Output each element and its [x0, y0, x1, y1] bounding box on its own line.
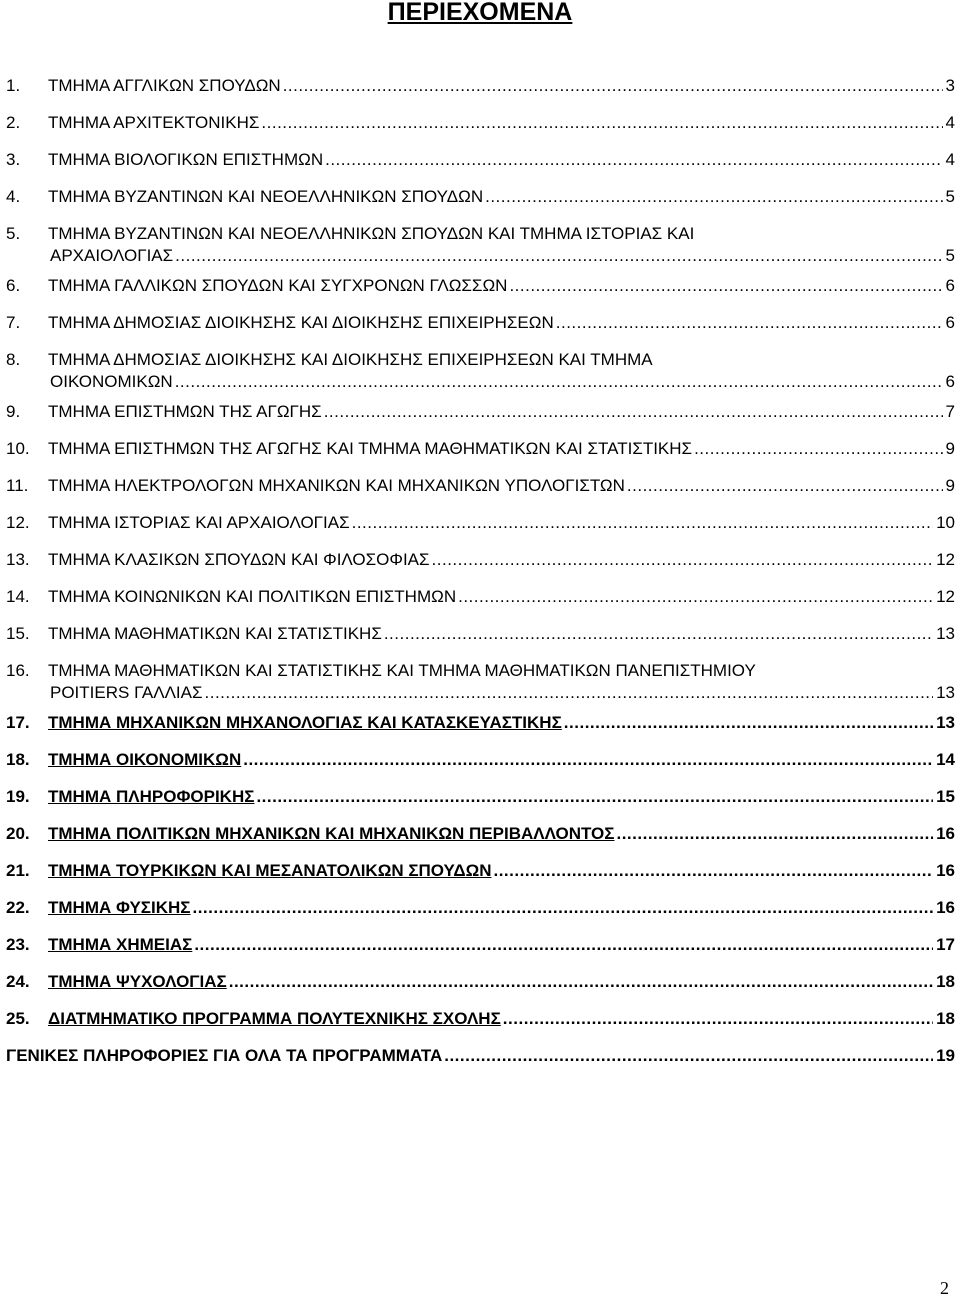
toc-entry[interactable] — [0, 74, 960, 111]
toc-entry-page: 16 — [936, 861, 955, 880]
toc-entry-line — [48, 785, 955, 809]
toc-entry-number: 2. — [6, 113, 21, 132]
dot-leader — [458, 585, 933, 609]
dot-leader — [256, 785, 933, 809]
toc-entry-page: 13 — [936, 683, 955, 702]
toc-entry-page: 6 — [945, 372, 955, 391]
toc-entry-title-line: ΤΜΗΜΑ ΒΥΖΑΝΤΙΝΩΝ ΚΑΙ ΝΕΟΕΛΛΗΝΙΚΩΝ ΣΠΟΥΔΩΝ ΚΑΙ ΤΜΗΜΑ ΙΣΤΟΡΙΑΣ ΚΑΙ — [48, 224, 695, 243]
toc-entry[interactable] — [0, 148, 960, 185]
toc-entry-page: 6 — [945, 276, 955, 295]
toc-entry-number: 21. — [6, 861, 30, 880]
toc-entry-title: ΔΙΑΤΜΗΜΑΤΙΚΟ ΠΡΟΓΡΑΜΜΑ ΠΟΛΥΤΕΧΝΙΚΗΣ ΣΧΟΛΗΣ — [48, 1009, 501, 1028]
toc-entry-title: ΤΜΗΜΑ ΦΥΣΙΚΗΣ — [48, 898, 191, 917]
toc-entry-page: 16 — [936, 898, 955, 917]
toc-entry-page: 13 — [936, 624, 955, 643]
toc-entry-number: 20. — [6, 824, 30, 843]
toc-entry-number: 10. — [6, 439, 30, 458]
table-of-contents — [0, 74, 960, 1081]
toc-entry-title: ΤΜΗΜΑ ΠΟΛΙΤΙΚΩΝ ΜΗΧΑΝΙΚΩΝ ΚΑΙ ΜΗΧΑΝΙΚΩΝ ΠΕΡΙΒΑΛΛΟΝΤΟΣ — [48, 824, 615, 843]
toc-entry-line — [50, 370, 955, 394]
toc-entry[interactable] — [0, 585, 960, 622]
toc-entry-title: ΤΜΗΜΑ ΓΑΛΛΙΚΩΝ ΣΠΟΥΔΩΝ ΚΑΙ ΣΥΓΧΡΟΝΩΝ ΓΛΩΣΣΩΝ — [48, 276, 508, 295]
toc-entry-general[interactable] — [0, 1044, 960, 1081]
toc-entry-number: 16. — [6, 661, 30, 680]
dot-leader — [243, 748, 933, 772]
toc-entry-number: 5. — [6, 224, 21, 243]
toc-entry-title: ΤΜΗΜΑ ΒΥΖΑΝΤΙΝΩΝ ΚΑΙ ΝΕΟΕΛΛΗΝΙΚΩΝ ΣΠΟΥΔΩΝ — [48, 187, 484, 206]
dot-leader — [205, 681, 934, 705]
toc-entry-page: 15 — [936, 787, 955, 806]
toc-entry-number: 13. — [6, 550, 30, 569]
toc-entry-title-line: ΤΜΗΜΑ ΜΑΘΗΜΑΤΙΚΩΝ ΚΑΙ ΣΤΑΤΙΣΤΙΚΗΣ ΚΑΙ ΤΜΗΜΑ ΜΑΘΗΜΑΤΙΚΩΝ ΠΑΝΕΠΙΣΤΗΜΙΟΥ — [48, 661, 756, 680]
toc-entry-page: 5 — [945, 246, 955, 265]
dot-leader — [261, 111, 942, 135]
dot-leader — [325, 148, 942, 172]
toc-entry[interactable] — [0, 622, 960, 659]
toc-entry-page: 4 — [945, 113, 955, 132]
dot-leader — [485, 185, 942, 209]
toc-entry-line — [48, 711, 955, 735]
toc-entry-number: 6. — [6, 276, 21, 295]
toc-entry-page: 18 — [936, 972, 955, 991]
toc-entry[interactable] — [0, 748, 960, 785]
toc-entry[interactable] — [0, 822, 960, 859]
toc-entry-page: 16 — [936, 824, 955, 843]
dot-leader — [493, 859, 933, 883]
toc-entry-page: 13 — [936, 713, 955, 732]
toc-entry-title: ΤΜΗΜΑ ΜΑΘΗΜΑΤΙΚΩΝ ΚΑΙ ΣΤΑΤΙΣΤΙΚΗΣ — [48, 624, 382, 643]
dot-leader — [384, 622, 933, 646]
dot-leader — [627, 474, 943, 498]
toc-entry-number: 7. — [6, 313, 21, 332]
toc-entry-page: 7 — [945, 402, 955, 421]
toc-entry-line — [48, 622, 955, 646]
toc-entry-title: ΤΜΗΜΑ ΧΗΜΕΙΑΣ — [48, 935, 193, 954]
dot-leader — [556, 311, 943, 335]
toc-entry[interactable] — [0, 400, 960, 437]
toc-entry-number: 8. — [6, 350, 21, 369]
toc-entry-page: 10 — [936, 513, 955, 532]
toc-entry[interactable] — [0, 970, 960, 1007]
toc-entry-title-line: ΤΜΗΜΑ ΔΗΜΟΣΙΑΣ ΔΙΟΙΚΗΣΗΣ ΚΑΙ ΔΙΟΙΚΗΣΗΣ ΕΠΙΧΕΙΡΗΣΕΩΝ ΚΑΙ ΤΜΗΜΑ — [48, 350, 653, 369]
toc-entry-title: ΤΜΗΜΑ ΤΟΥΡΚΙΚΩΝ ΚΑΙ ΜΕΣΑΝΑΤΟΛΙΚΩΝ ΣΠΟΥΔΩΝ — [48, 861, 492, 880]
toc-entry-title: ΟΙΚΟΝΟΜΙΚΩΝ — [50, 372, 173, 391]
toc-entry-line — [48, 859, 955, 883]
toc-entry-title: POITIERS ΓΑΛΛΙΑΣ — [50, 683, 203, 702]
dot-leader — [175, 244, 942, 268]
toc-entry-title: ΤΜΗΜΑ ΚΛΑΣΙΚΩΝ ΣΠΟΥΔΩΝ ΚΑΙ ΦΙΛΟΣΟΦΙΑΣ — [48, 550, 430, 569]
toc-entry-page: 6 — [945, 313, 955, 332]
toc-entry-page: 4 — [945, 150, 955, 169]
dot-leader — [175, 370, 943, 394]
toc-entry-number: 19. — [6, 787, 30, 806]
dot-leader — [444, 1044, 933, 1068]
toc-entry-page: 18 — [936, 1009, 955, 1028]
toc-entry[interactable] — [0, 859, 960, 896]
toc-entry-line — [48, 748, 955, 772]
toc-entry-title: ΤΜΗΜΑ ΒΙΟΛΟΓΙΚΩΝ ΕΠΙΣΤΗΜΩΝ — [48, 150, 324, 169]
toc-entry-title: ΤΜΗΜΑ ΕΠΙΣΤΗΜΩΝ ΤΗΣ ΑΓΩΓΗΣ ΚΑΙ ΤΜΗΜΑ ΜΑΘΗΜΑΤΙΚΩΝ ΚΑΙ ΣΤΑΤΙΣΤΙΚΗΣ — [48, 439, 693, 458]
toc-entry-number: 15. — [6, 624, 30, 643]
toc-entry-title: ΤΜΗΜΑ ΜΗΧΑΝΙΚΩΝ ΜΗΧΑΝΟΛΟΓΙΑΣ ΚΑΙ ΚΑΤΑΣΚΕΥΑΣΤΙΚΗΣ — [48, 713, 562, 732]
toc-entry[interactable] — [0, 185, 960, 222]
toc-entry-title: ΑΡΧΑΙΟΛΟΓΙΑΣ — [50, 246, 174, 265]
toc-entry-number: 24. — [6, 972, 30, 991]
toc-entry-page: 12 — [936, 587, 955, 606]
dot-leader — [432, 548, 934, 572]
toc-entry-title: ΤΜΗΜΑ ΔΗΜΟΣΙΑΣ ΔΙΟΙΚΗΣΗΣ ΚΑΙ ΔΙΟΙΚΗΣΗΣ ΕΠΙΧΕΙΡΗΣΕΩΝ — [48, 313, 554, 332]
toc-entry-number: 9. — [6, 402, 21, 421]
toc-entry-line — [48, 585, 955, 609]
toc-entry-line — [48, 1007, 955, 1031]
toc-entry-line — [48, 148, 955, 172]
toc-entry-number: 11. — [6, 476, 29, 495]
toc-entry-title: ΤΜΗΜΑ ΟΙΚΟΝΟΜΙΚΩΝ — [48, 750, 242, 769]
dot-leader — [229, 970, 933, 994]
toc-entry-title: ΤΜΗΜΑ ΑΓΓΛΙΚΩΝ ΣΠΟΥΔΩΝ — [48, 76, 281, 95]
toc-entry-line — [48, 400, 955, 424]
toc-entry[interactable] — [0, 659, 960, 711]
toc-entry[interactable] — [0, 1007, 960, 1044]
toc-entry-page: 14 — [936, 750, 955, 769]
toc-entry-line — [48, 822, 955, 846]
toc-entry-title: ΤΜΗΜΑ ΚΟΙΝΩΝΙΚΩΝ ΚΑΙ ΠΟΛΙΤΙΚΩΝ ΕΠΙΣΤΗΜΩΝ — [48, 587, 457, 606]
toc-entry[interactable] — [0, 222, 960, 274]
toc-entry[interactable] — [0, 311, 960, 348]
page-title: ΠΕΡΙΕΧΟΜΕΝΑ — [387, 0, 573, 26]
toc-entry-page: 17 — [936, 935, 955, 954]
toc-entry[interactable] — [0, 548, 960, 585]
dot-leader — [503, 1007, 933, 1031]
dot-leader — [694, 437, 942, 461]
toc-entry-page: 9 — [945, 439, 955, 458]
toc-entry-page: 3 — [945, 76, 955, 95]
toc-entry-line — [48, 274, 955, 298]
toc-entry-line — [48, 74, 955, 98]
toc-entry[interactable] — [0, 711, 960, 748]
toc-entry-title: ΤΜΗΜΑ ΨΥΧΟΛΟΓΙΑΣ — [48, 972, 227, 991]
toc-entry-title: ΤΜΗΜΑ ΠΛΗΡΟΦΟΡΙΚΗΣ — [48, 787, 255, 806]
toc-entry-title: ΓΕΝΙΚΕΣ ΠΛΗΡΟΦΟΡΙΕΣ ΓΙΑ ΟΛΑ ΤΑ ΠΡΟΓΡΑΜΜΑΤΑ — [6, 1046, 443, 1065]
toc-entry[interactable] — [0, 437, 960, 474]
toc-entry-page: 9 — [945, 476, 955, 495]
toc-entry[interactable] — [0, 474, 960, 511]
toc-entry-title: ΤΜΗΜΑ ΕΠΙΣΤΗΜΩΝ ΤΗΣ ΑΓΩΓΗΣ — [48, 402, 322, 421]
toc-entry[interactable] — [0, 785, 960, 822]
toc-entry-line — [48, 437, 955, 461]
toc-entry-page: 12 — [936, 550, 955, 569]
toc-entry-line — [48, 511, 955, 535]
dot-leader — [352, 511, 933, 535]
dot-leader — [194, 933, 933, 957]
toc-entry[interactable] — [0, 896, 960, 933]
toc-entry[interactable] — [0, 111, 960, 148]
toc-entry-title: ΤΜΗΜΑ ΙΣΤΟΡΙΑΣ ΚΑΙ ΑΡΧΑΙΟΛΟΓΙΑΣ — [48, 513, 350, 532]
toc-entry-number: 12. — [6, 513, 30, 532]
toc-entry[interactable] — [0, 511, 960, 548]
page-number: 2 — [940, 1278, 949, 1298]
toc-entry-number: 4. — [6, 187, 21, 206]
toc-entry[interactable] — [0, 274, 960, 311]
toc-entry[interactable] — [0, 348, 960, 400]
toc-entry-line — [48, 311, 955, 335]
toc-entry-page: 5 — [945, 187, 955, 206]
toc-entry-number: 23. — [6, 935, 30, 954]
toc-entry-line — [48, 111, 955, 135]
toc-entry-line — [50, 244, 955, 268]
toc-entry-number: 14. — [6, 587, 30, 606]
toc-entry[interactable] — [0, 933, 960, 970]
dot-leader — [616, 822, 933, 846]
toc-entry-number: 3. — [6, 150, 21, 169]
toc-entry-title: ΤΜΗΜΑ ΗΛΕΚΤΡΟΛΟΓΩΝ ΜΗΧΑΝΙΚΩΝ ΚΑΙ ΜΗΧΑΝΙΚΩΝ ΥΠΟΛΟΓΙΣΤΩΝ — [48, 476, 625, 495]
toc-entry-number: 17. — [6, 713, 30, 732]
toc-entry-number: 22. — [6, 898, 30, 917]
toc-entry-page: 19 — [936, 1046, 955, 1065]
toc-entry-line — [48, 896, 955, 920]
toc-entry-line — [50, 681, 955, 705]
toc-entry-number: 1. — [6, 76, 21, 95]
toc-entry-line — [48, 548, 955, 572]
dot-leader — [283, 74, 943, 98]
toc-entry-line — [48, 185, 955, 209]
dot-leader — [192, 896, 933, 920]
dot-leader — [509, 274, 942, 298]
dot-leader — [324, 400, 943, 424]
toc-entry-title: ΤΜΗΜΑ ΑΡΧΙΤΕΚΤΟΝΙΚΗΣ — [48, 113, 260, 132]
toc-entry-number: 18. — [6, 750, 30, 769]
dot-leader — [564, 711, 933, 735]
toc-entry-line — [48, 474, 955, 498]
toc-entry-line — [6, 1044, 955, 1068]
toc-entry-number: 25. — [6, 1009, 30, 1028]
toc-entry-line — [48, 970, 955, 994]
toc-entry-line — [48, 933, 955, 957]
